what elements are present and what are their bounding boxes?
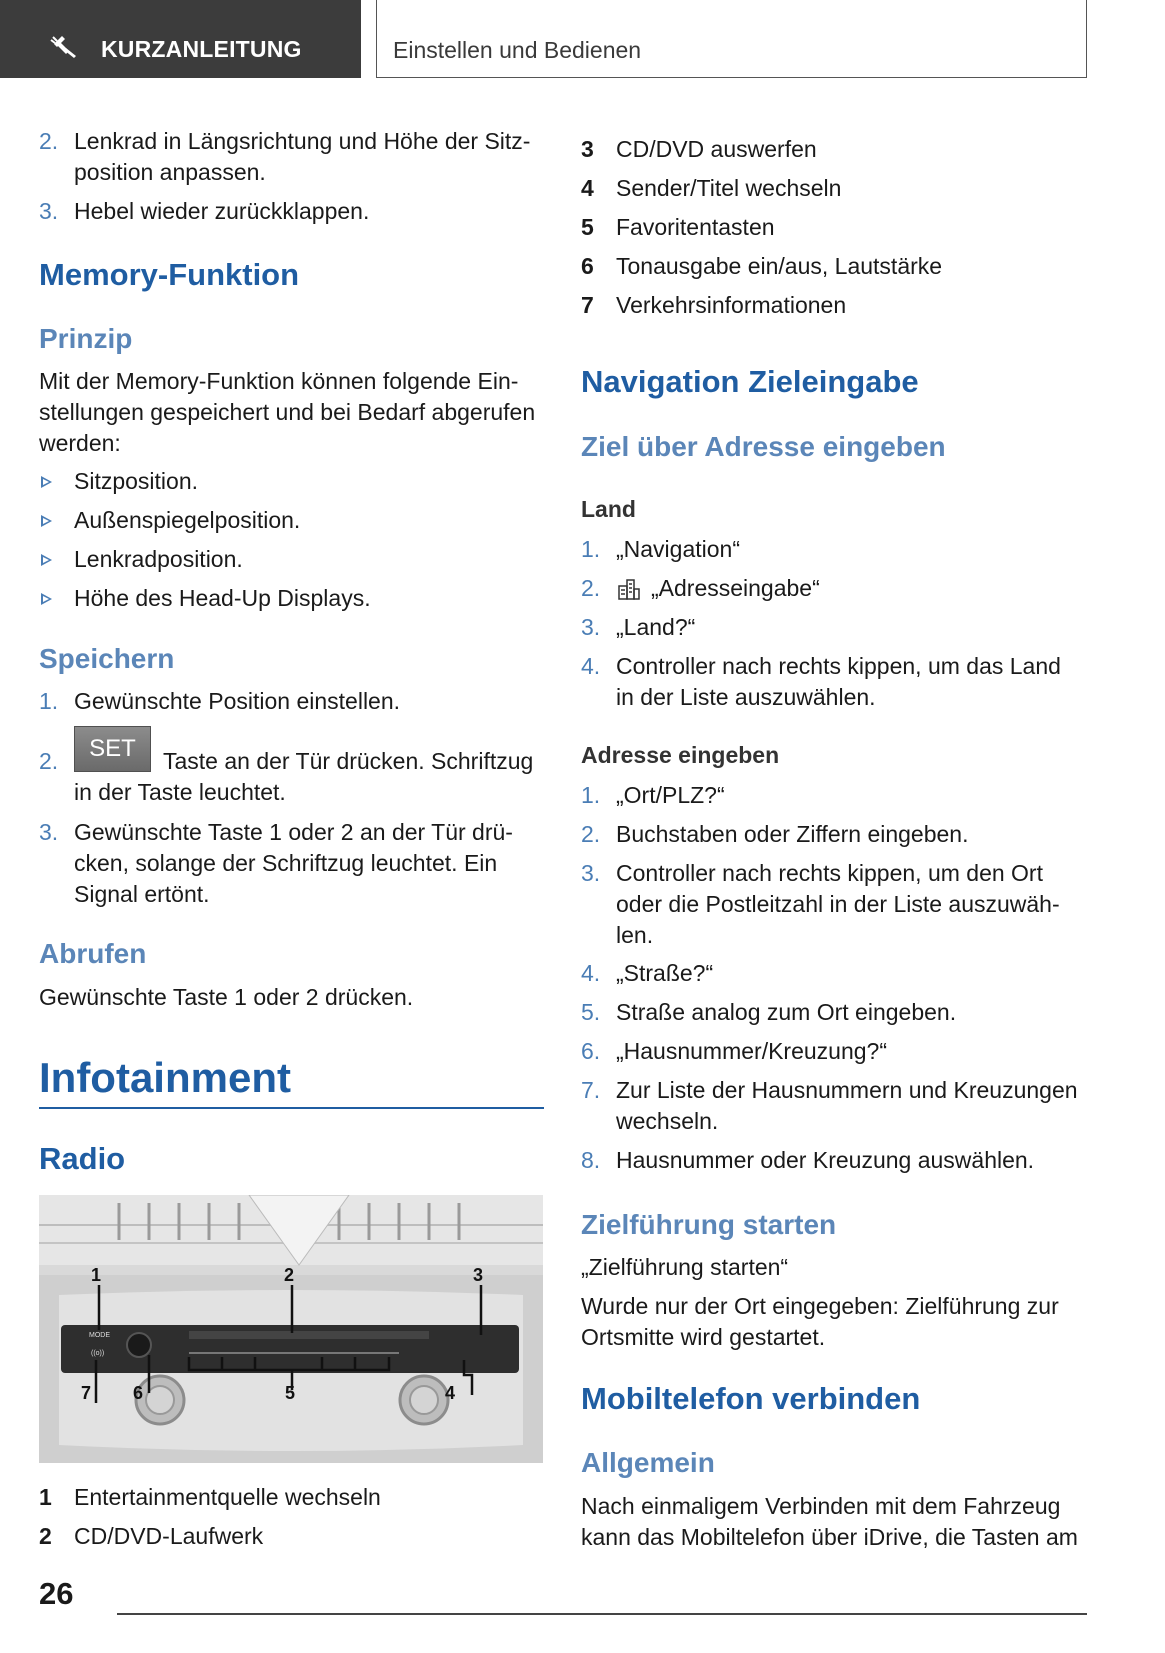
allgemein-line-1: Nach einmaligem Verbinden mit dem Fahrzeug [581,1493,1061,1519]
prinzip-line-1: Mit der Memory-Funktion können folgende Ein- [39,368,519,394]
radio-callout-2: 2 [284,1265,295,1285]
navigation-heading: Navigation Zieleingabe [581,364,919,399]
address-building-icon [617,577,641,601]
chapter-tab [0,0,361,78]
radio-ti-label: ((o)) [91,1350,105,1357]
zielfuehrung-line-1: Wurde nur der Ort eingegeben: Zielführung zur [581,1293,1059,1319]
speichern-heading: Speichern [39,643,175,674]
chapter-title: KURZANLEITUNG [101,36,302,62]
list-item: Lenkradposition. [39,544,539,575]
list-item: Sitzposition. [39,466,539,497]
allgemein-heading: Allgemein [581,1447,715,1478]
radio-callout-5: 5 [285,1383,296,1403]
radio-panel-image [39,1195,543,1463]
list-item: Höhe des Head-Up Displays. [39,583,539,614]
zielfuehrung-quote: „Zielführung starten“ [581,1254,789,1280]
radio-callout-1: 1 [91,1265,102,1285]
ziel-heading: Ziel über Adresse eingeben [581,431,946,462]
footer-rule [117,1613,1087,1615]
radio-callout-6: 6 [133,1383,144,1403]
mobiltelefon-heading: Mobiltelefon verbinden [581,1381,921,1416]
memory-heading: Memory-Funktion [39,257,300,292]
radio-callout-3: 3 [473,1265,484,1285]
land-step-2: 2. „Adresseingabe“ [581,575,820,601]
radio-callout-7: 7 [81,1383,92,1403]
prinzip-heading: Prinzip [39,323,133,354]
infotainment-underline [39,1107,544,1109]
radio-heading: Radio [39,1141,126,1176]
abrufen-text: Gewünschte Taste 1 oder 2 drücken. [39,984,414,1010]
infotainment-heading: Infotainment [39,1054,291,1101]
zielfuehrung-heading: Zielführung starten [581,1209,837,1240]
speichern-step-2: 2. SET Taste an der Tür drücken. Schriftzug in der Taste leuchtet. [39,726,544,806]
zielfuehrung-line-2: Ortsmitte wird gestartet. [581,1324,826,1350]
prinzip-line-3: werden: [39,430,121,456]
allgemein-line-2: kann das Mobiltelefon über iDrive, die Tasten am [581,1524,1078,1550]
bullet-triangle-icon [41,515,52,527]
bullet-triangle-icon [41,554,52,566]
bullet-triangle-icon [41,593,52,605]
prinzip-line-2: stellungen gespeichert und bei Bedarf abgerufen [39,399,536,425]
radio-mode-label: MODE [89,1332,110,1339]
section-title: Einstellen und Bedienen [393,37,642,63]
bullet-triangle-icon [41,476,52,488]
quick-reference-icon [50,34,78,58]
section-header [376,0,1087,78]
set-button-icon: SET [74,726,151,772]
abrufen-heading: Abrufen [39,938,147,969]
adresse-heading: Adresse eingeben [581,742,780,768]
land-heading: Land [581,496,636,522]
radio-callout-4: 4 [445,1383,456,1403]
list-item: Außenspiegelposition. [39,505,539,536]
page-number: 26 [39,1576,74,1611]
